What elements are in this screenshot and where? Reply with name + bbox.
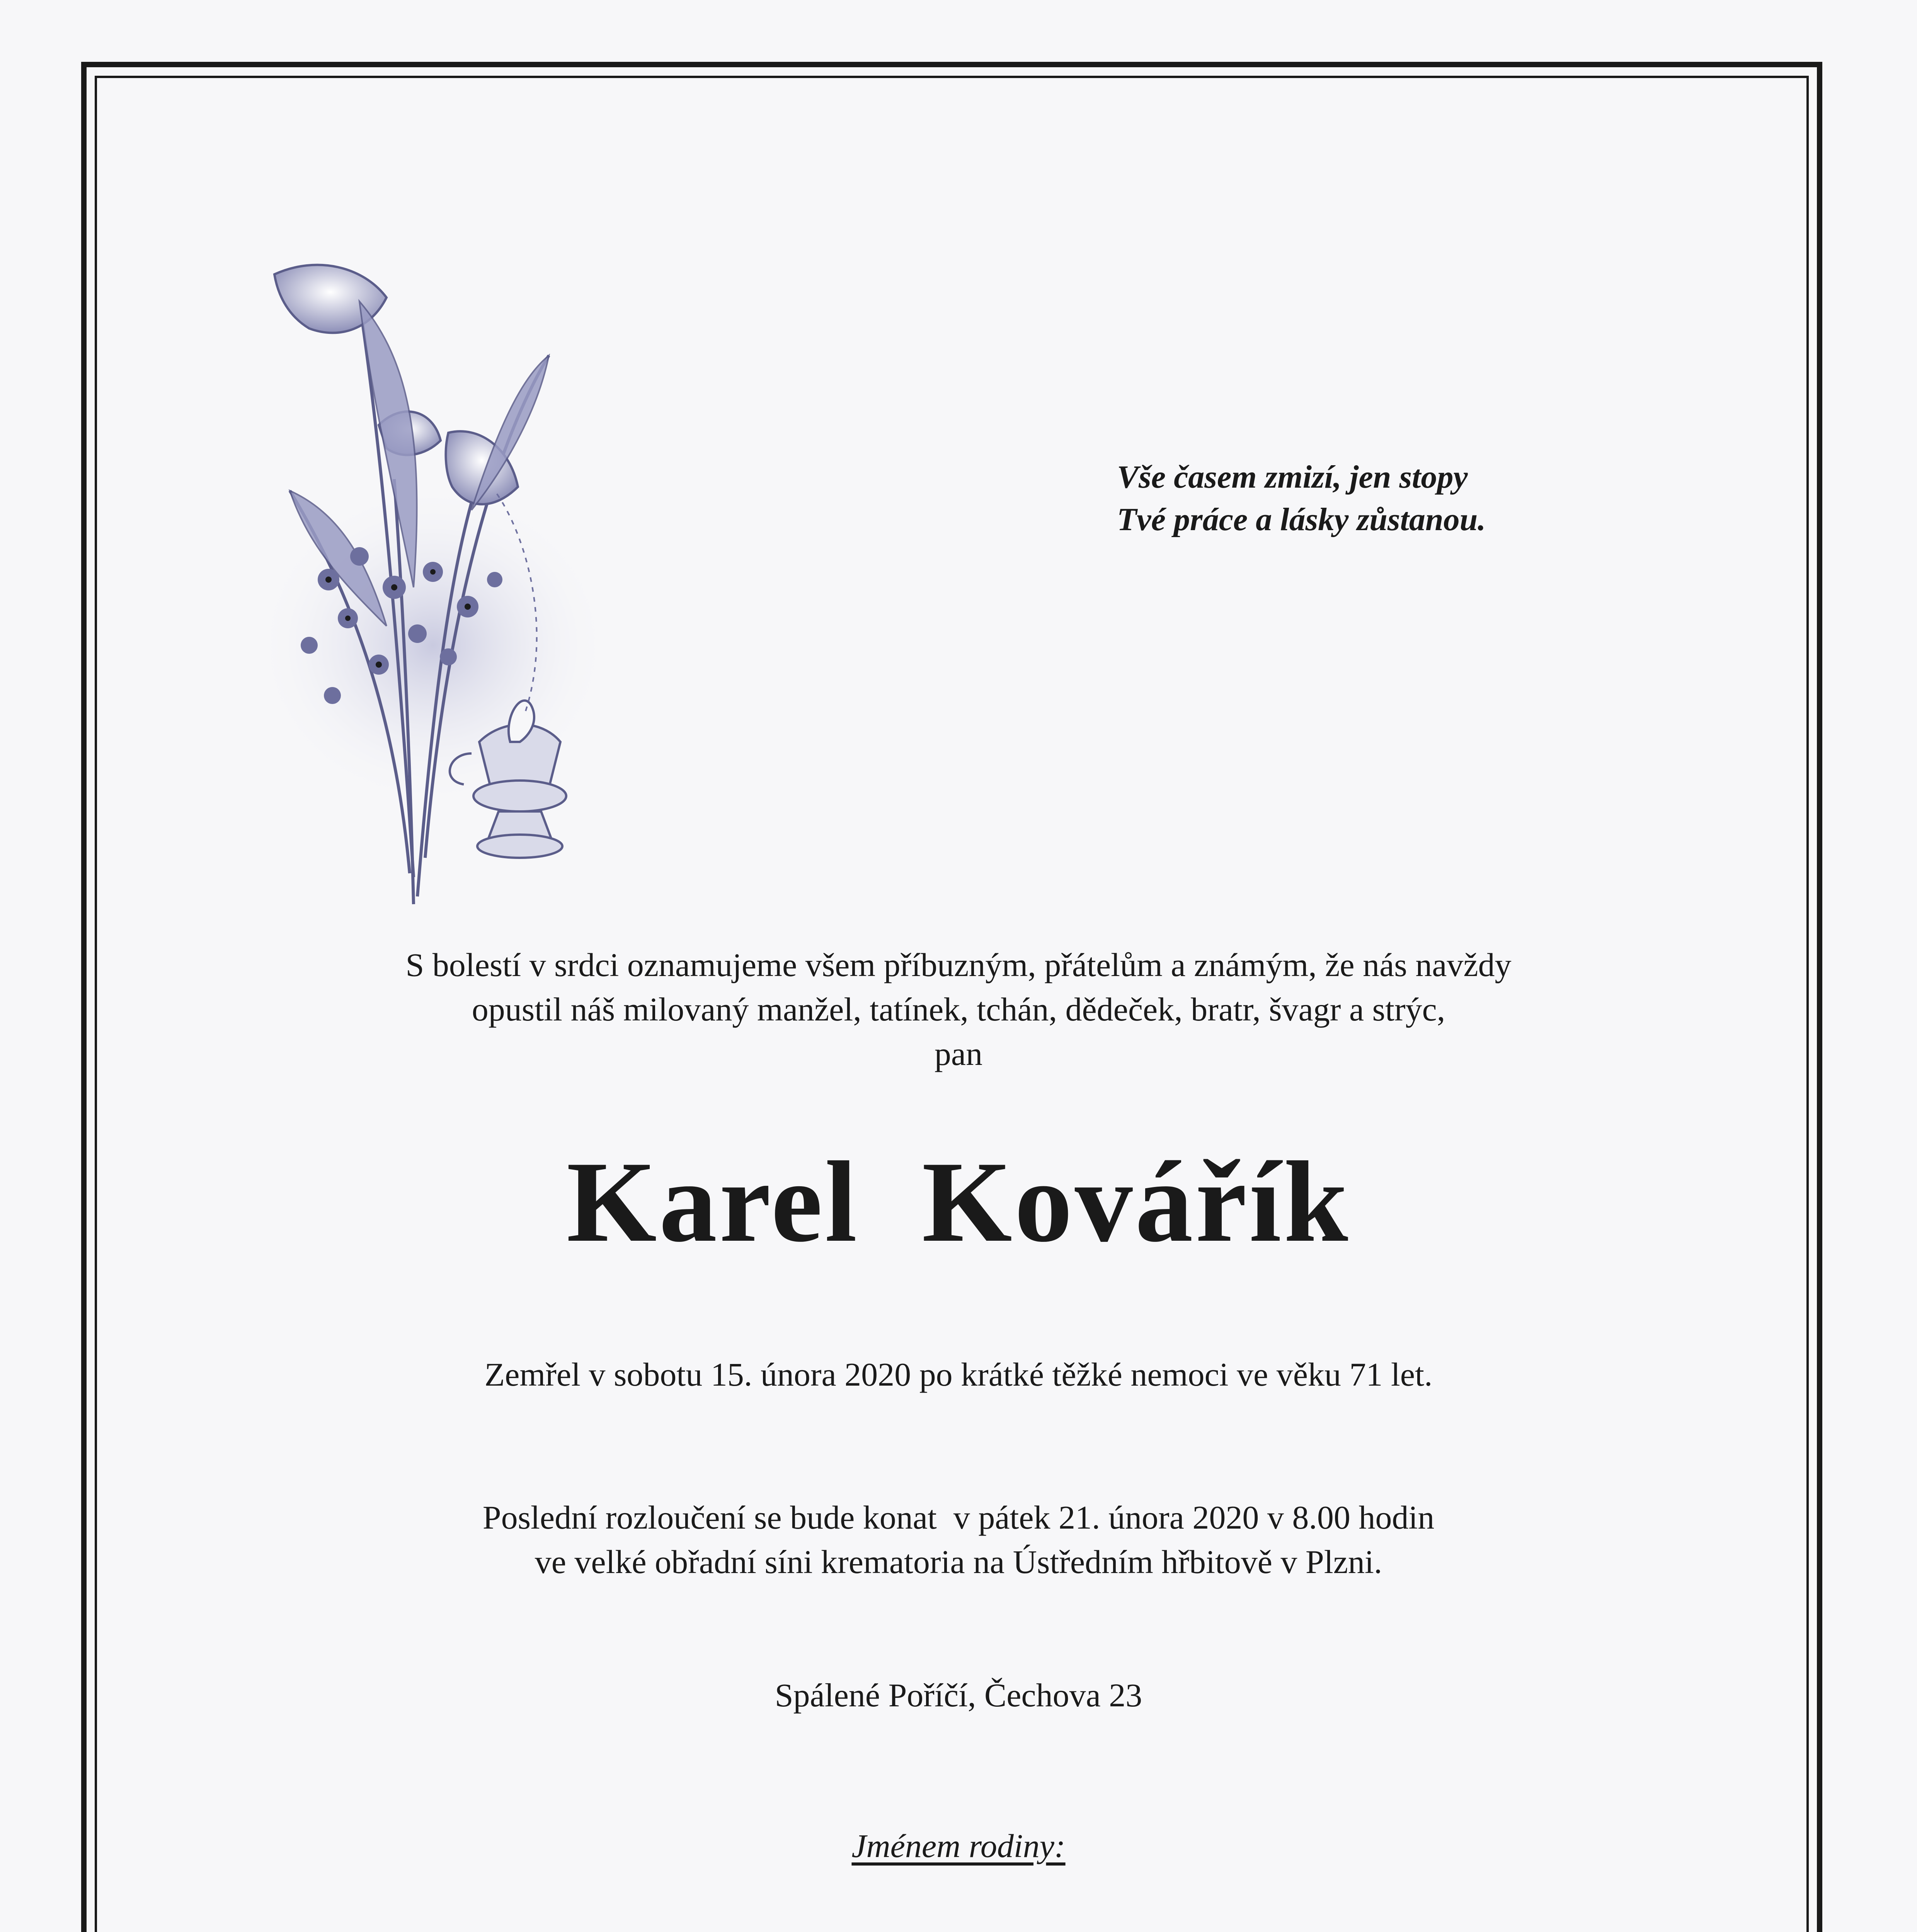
family-title bbox=[0, 1824, 1917, 1868]
intro-line-3: pan bbox=[934, 1035, 983, 1072]
motto-line-2: Tvé práce a lásky zůstanou. bbox=[1117, 502, 1486, 537]
calla-lily-bouquet-icon bbox=[232, 240, 715, 935]
intro-line-1: S bolestí v srdci oznamujeme všem příbuzným, přátelům a známým, že nás navždy bbox=[405, 946, 1512, 983]
farewell-line-1: Poslední rozloučení se bude konat v pátek 21. února 2020 v 8.00 hodin bbox=[482, 1499, 1435, 1536]
motto-quote bbox=[1117, 456, 1486, 541]
family-title-text: Jménem rodiny: bbox=[851, 1827, 1066, 1864]
farewell-line-2: ve velké obřadní síni krematoria na Ústředním hřbitově v Plzni. bbox=[535, 1543, 1382, 1580]
intro-line-2: opustil náš milovaný manžel, tatínek, tchán, dědeček, bratr, švagr a strýc, bbox=[472, 991, 1445, 1028]
death-notice: Zemřel v sobotu 15. února 2020 po krátké těžké nemoci ve věku 71 let. bbox=[484, 1356, 1433, 1393]
intro-text bbox=[0, 943, 1917, 1076]
family-address: Spálené Poříčí, Čechova 23 bbox=[775, 1677, 1142, 1714]
motto-line-1: Vše časem zmizí, jen stopy bbox=[1117, 459, 1468, 495]
deceased-name: Karel Kovářík bbox=[566, 1138, 1351, 1266]
farewell-info bbox=[0, 1495, 1917, 1584]
